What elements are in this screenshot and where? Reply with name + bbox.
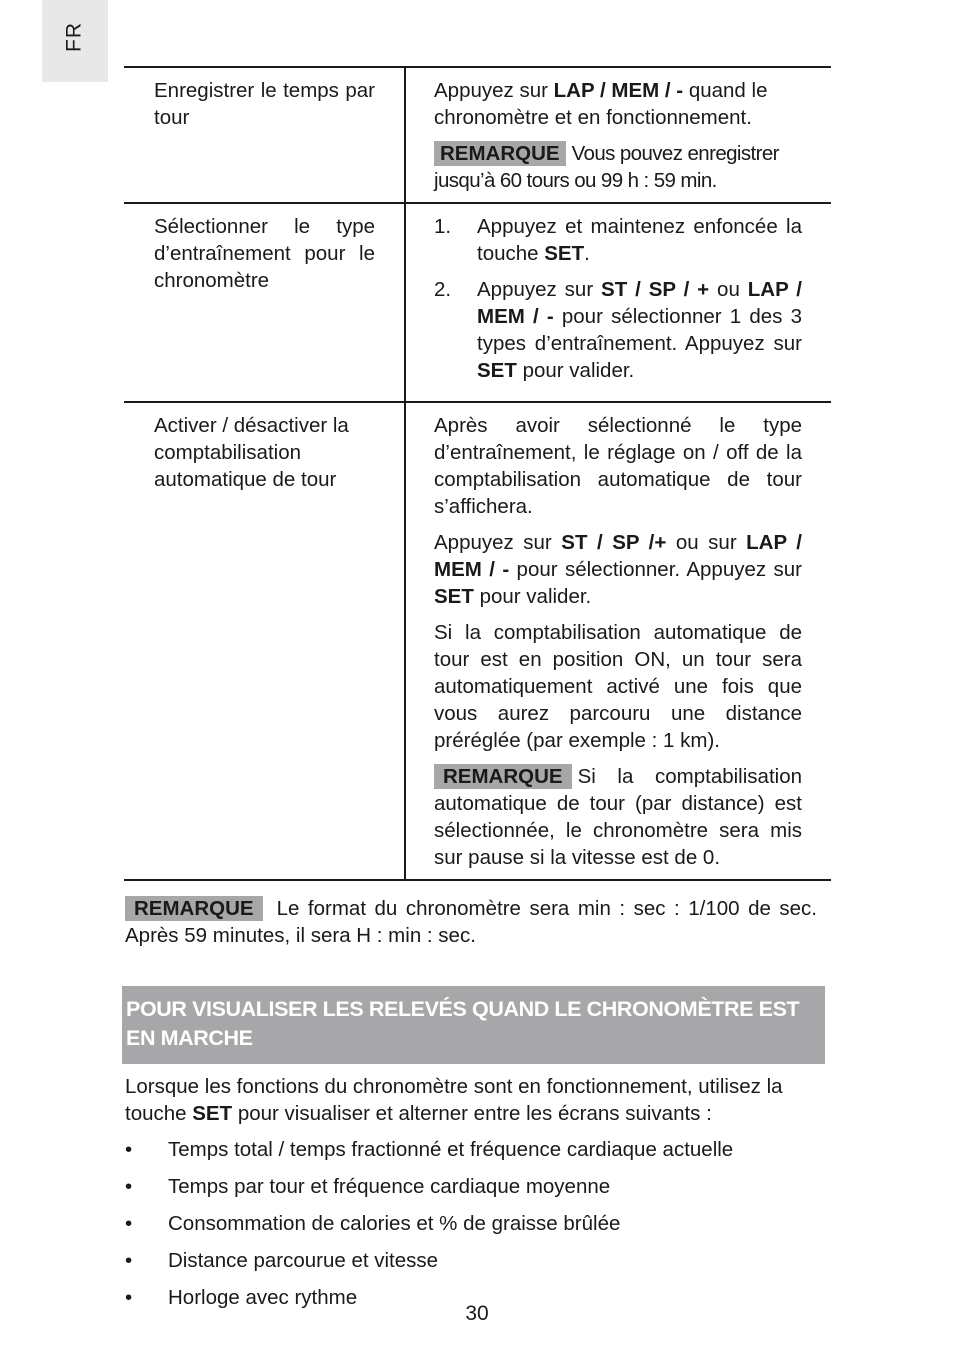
intro-text: pour visualiser et alterner entre les écrans suivants : [232, 1102, 712, 1125]
list-item [125, 1247, 817, 1274]
table-row [124, 402, 831, 880]
instruction-cell [405, 402, 831, 880]
instruction-cell [405, 203, 831, 402]
bullet-icon: • [125, 1249, 133, 1272]
instructions-table [124, 66, 831, 881]
action-cell [124, 402, 405, 880]
table-row [124, 203, 831, 402]
key-name: SET [477, 359, 517, 382]
instruction-text: pour sélectionner. Appuyez sur [509, 558, 802, 581]
instruction-text: ou sur [666, 531, 747, 554]
instruction-paragraph: Si la comptabilisation automatique de tour est en position ON, un tour sera automatiquement activé une fois que vous aurez parcouru une distance préréglée (par exemple : 1 km). [434, 621, 802, 752]
action-text: Enregistrer le temps par tour [154, 79, 375, 129]
action-cell [124, 67, 405, 203]
instruction-text: Appuyez sur [434, 79, 554, 102]
key-name: LAP / MEM / - [553, 79, 684, 102]
list-item-text: Horloge avec rythme [168, 1286, 358, 1309]
list-item-text: Consommation de calories et % de graisse brûlée [168, 1212, 621, 1235]
note-paragraph [434, 140, 802, 194]
step-number: 2. [434, 278, 452, 301]
list-item-text: Temps par tour et fréquence cardiaque moyenne [168, 1175, 611, 1198]
step-text: ou [709, 278, 748, 301]
list-item-text: Temps total / temps fractionné et fréquence cardiaque actuelle [168, 1138, 734, 1161]
instruction-cell [405, 67, 831, 203]
key-name: SET [544, 242, 585, 265]
step-text: Appuyez et maintenez enfoncée la touche [477, 215, 802, 265]
page-number: 30 [465, 1302, 489, 1325]
intro-text: Lorsque les fonctions du chronomètre sont en fonctionnement, utilisez la touche [125, 1075, 783, 1125]
list-item [434, 213, 802, 267]
key-name: ST / SP / + [601, 278, 710, 301]
steps-list [434, 213, 802, 384]
table-row [124, 67, 831, 203]
key-name: LAP / MEM / - [434, 531, 802, 581]
instruction-text: quand le chronomètre et en fonctionnement. [434, 79, 768, 129]
instruction-paragraph: Après avoir sélectionné le type d’entraînement, le réglage on / off de la comptabilisation automatique de tour s’affichera. [434, 414, 802, 518]
key-name: SET [192, 1102, 233, 1125]
step-text: Appuyez sur [477, 278, 602, 301]
step-text: pour valider. [516, 359, 635, 382]
action-text: Sélectionner le type d’entraînement pour le chronomètre [154, 215, 375, 292]
note-paragraph [434, 763, 802, 871]
action-text: Activer / désactiver la comptabilisation automatique de tour [154, 414, 349, 491]
note-text: Si la comptabilisation automatique de tour (par distance) est sélectionnée, le chronomètre sera mis sur pause si la vitesse est de 0. [434, 765, 802, 869]
list-item [125, 1136, 817, 1163]
key-name: ST / SP /+ [561, 531, 667, 554]
instruction-text: pour valider. [473, 585, 592, 608]
list-item [125, 1173, 817, 1200]
key-name: LAP / MEM / - [477, 278, 802, 328]
instruction-text: Appuyez sur [434, 531, 562, 554]
screens-list [125, 1136, 817, 1321]
bullet-icon: • [125, 1286, 133, 1309]
instruction-paragraph [434, 77, 802, 131]
remarque-badge: REMARQUE [434, 764, 572, 789]
language-tab-label: FR [62, 22, 86, 52]
step-text: . [584, 242, 590, 265]
instruction-paragraph [434, 529, 802, 610]
list-item-text: Distance parcourue et vitesse [168, 1249, 439, 1272]
bullet-icon: • [125, 1175, 133, 1198]
remarque-badge: REMARQUE [434, 141, 566, 166]
section-intro [125, 1073, 817, 1127]
bullet-icon: • [125, 1138, 133, 1161]
remarque-badge: REMARQUE [125, 896, 263, 921]
note-text: Vous pouvez enregistrer jusqu’à 60 tours ou 99 h : 59 min. [434, 142, 779, 192]
note-text: Le format du chronomètre sera min : sec : 1/100 de sec. Après 59 minutes, il sera H : min : sec. [125, 897, 817, 947]
format-note [125, 895, 817, 949]
action-cell [124, 203, 405, 402]
list-item [434, 276, 802, 384]
key-name: SET [434, 585, 474, 608]
step-text: pour sélectionner 1 des 3 types d’entraînement. Appuyez sur [477, 305, 802, 355]
list-item [125, 1210, 817, 1237]
bullet-icon: • [125, 1212, 133, 1235]
step-number: 1. [434, 215, 452, 238]
section-heading: POUR VISUALISER LES RELEVÉS QUAND LE CHRONOMÈTRE EST EN MARCHE [122, 986, 825, 1064]
